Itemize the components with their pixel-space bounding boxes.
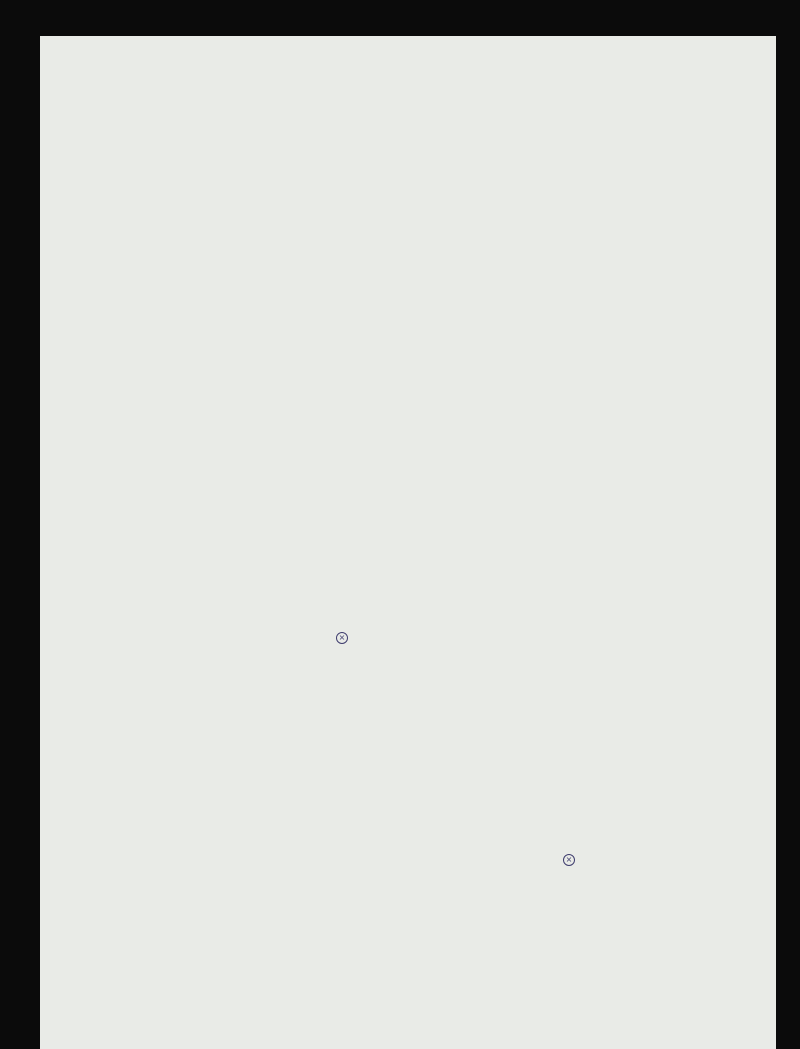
cross-circle-icon: × xyxy=(336,632,348,644)
cross-circle-icon: × xyxy=(563,854,575,866)
document-page xyxy=(40,36,776,1049)
